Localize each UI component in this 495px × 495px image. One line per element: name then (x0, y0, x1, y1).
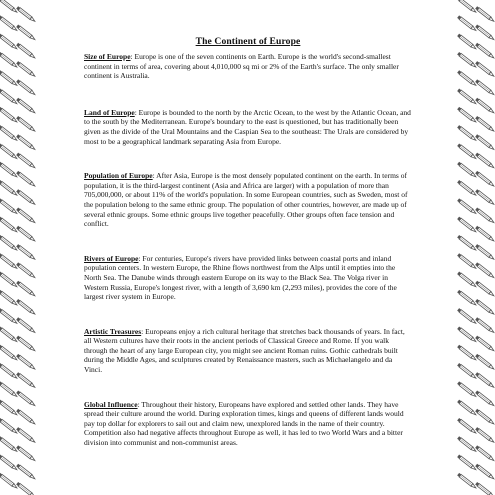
pencil-icon (16, 390, 36, 406)
pencil-icon (16, 43, 36, 59)
pencil-icon (0, 235, 18, 251)
pencil-icon (0, 217, 18, 233)
pencil-icon (0, 70, 18, 86)
pencil-icon (457, 381, 477, 397)
pencil-icon (0, 15, 18, 31)
pencil-icon (475, 299, 495, 315)
pencil-icon (457, 235, 477, 251)
pencil-icon (457, 363, 477, 379)
pencil-icon (457, 0, 477, 13)
pencil-icon (16, 464, 36, 480)
pencil-icon (16, 226, 36, 242)
pencil-icon (0, 363, 18, 379)
section-text: : Europe is bounded to the north by the Arctic Ocean, to the west by the Atlantic Ocean, and to the south by the Mediterranean. Europe's boundary to the east is questioned, but has traditionally been given as the divide of the Ural Mountains and the Caspian Sea to the southeast: The Urals are considered by most to be a geographical landmark separating Asia from Europe. (84, 107, 411, 146)
pencil-icon (475, 171, 495, 187)
pencil-icon (475, 427, 495, 443)
pencil-icon (457, 180, 477, 196)
pencil-icon (475, 354, 495, 370)
pencil-icon (475, 445, 495, 461)
section-text: : For centuries, Europe's rivers have provided links between coastal ports and inland population centers. In western Europe, the Rhine flows northwest from the Alps until it empties into the North Sea. The Danube winds through eastern Europe on its way to the Black Sea. The Volga river in Western Russia, Europe's longest river, with a length of 3,690 km (2,293 miles), provides the core of the largest river system in Europe. (84, 253, 397, 302)
pencil-icon (475, 390, 495, 406)
section-artistic-treasures (84, 327, 412, 375)
pencil-icon (16, 427, 36, 443)
pencil-icon (457, 326, 477, 342)
section-global-influence (84, 400, 412, 448)
pencil-icon (0, 436, 18, 452)
pencil-icon (16, 299, 36, 315)
section-heading: Land of Europe (84, 107, 135, 117)
pencil-icon (457, 143, 477, 159)
pencil-icon (475, 226, 495, 242)
pencil-icon (475, 207, 495, 223)
pencil-icon (16, 79, 36, 95)
pencil-icon (16, 61, 36, 77)
section-text: : Europe is one of the seven continents on Earth. Europe is the world's second-smallest continent in terms of area, covering about 4,010,000 sq mi or 2% of the Earth's surface. The only smaller continent is Australia. (84, 52, 399, 81)
pencil-icon (475, 244, 495, 260)
section-text: : Throughout their history, Europeans have explored and settled other lands. They have spread their culture around the world. During exploration times, kings and queens of different lands would pay top dollar for explorers to sail out and claim new, unexplored lands in the name of their country. Competition also had negative affects throughout Europe as well, it has led to two World Wars and a bitter division into communist and non-communist areas. (84, 399, 404, 448)
pencil-icon (457, 418, 477, 434)
pencil-icon (475, 281, 495, 297)
pencil-icon (16, 153, 36, 169)
pencil-icon (16, 207, 36, 223)
section-text: : Europeans enjoy a rich cultural heritage that stretches back thousands of years. In fact, all Western cultures have their roots in the ancient periods of Classical Greece and Rome. If you walk through the heart of any large European city, you might see ancient Roman ruins. Gothic cathedrals built during the Middle Ages, and sculptures created by Renaissance masters, such as Michaelangelo and da Vinci. (84, 326, 405, 375)
pencil-icon (457, 198, 477, 214)
pencil-icon (475, 262, 495, 278)
pencil-icon (0, 418, 18, 434)
pencil-icon (16, 98, 36, 114)
pencil-icon (0, 180, 18, 196)
section-rivers-of-europe (84, 254, 412, 302)
pencil-icon (475, 336, 495, 352)
pencil-border-left (0, 0, 38, 495)
pencil-icon (475, 6, 495, 22)
pencil-icon (457, 89, 477, 105)
pencil-icon (457, 272, 477, 288)
pencil-icon (16, 281, 36, 297)
pencil-icon (0, 107, 18, 123)
document-body (84, 36, 412, 448)
pencil-icon (457, 455, 477, 471)
pencil-icon (475, 43, 495, 59)
pencil-icon (475, 116, 495, 132)
pencil-icon (457, 70, 477, 86)
pencil-icon (457, 52, 477, 68)
pencil-icon (16, 171, 36, 187)
section-land-of-europe (84, 108, 412, 146)
pencil-icon (16, 134, 36, 150)
pencil-icon (16, 409, 36, 425)
document-title: The Continent of Europe (195, 36, 301, 47)
pencil-icon (457, 34, 477, 50)
pencil-icon (16, 336, 36, 352)
pencil-icon (16, 372, 36, 388)
pencil-border-right-graphic (457, 0, 495, 495)
pencil-icon (16, 317, 36, 333)
pencil-icon (16, 445, 36, 461)
pencil-icon (475, 189, 495, 205)
pencil-border-left-graphic (0, 0, 38, 495)
pencil-icon (0, 0, 18, 13)
section-population-of-europe (84, 171, 412, 229)
pencil-icon (0, 400, 18, 416)
pencil-icon (457, 290, 477, 306)
pencil-icon (0, 326, 18, 342)
pencil-border-right (457, 0, 495, 495)
pencil-icon (457, 107, 477, 123)
pencil-icon (475, 317, 495, 333)
pencil-icon (457, 162, 477, 178)
pencil-icon (475, 372, 495, 388)
section-heading: Size of Europe (84, 52, 131, 61)
pencil-icon (475, 409, 495, 425)
pencil-icon (457, 15, 477, 31)
pencil-icon (16, 262, 36, 278)
pencil-icon (475, 98, 495, 114)
pencil-icon (457, 308, 477, 324)
pencil-icon (475, 482, 495, 495)
pencil-icon (457, 436, 477, 452)
pencil-icon (0, 272, 18, 288)
pencil-icon (16, 24, 36, 40)
pencil-icon (457, 125, 477, 141)
pencil-icon (0, 162, 18, 178)
pencil-icon (0, 89, 18, 105)
pencil-icon (457, 473, 477, 489)
pencil-icon (0, 52, 18, 68)
section-heading: Rivers of Europe (84, 253, 139, 263)
pencil-icon (475, 79, 495, 95)
pencil-icon (0, 308, 18, 324)
pencil-icon (0, 143, 18, 159)
pencil-icon (457, 253, 477, 269)
pencil-icon (0, 290, 18, 306)
pencil-icon (16, 6, 36, 22)
pencil-icon (0, 34, 18, 50)
pencil-icon (0, 381, 18, 397)
section-heading: Global Influence (84, 399, 138, 409)
pencil-icon (457, 217, 477, 233)
pencil-icon (457, 345, 477, 361)
pencil-icon (16, 189, 36, 205)
pencil-icon (457, 400, 477, 416)
pencil-icon (16, 482, 36, 495)
pencil-icon (0, 125, 18, 141)
pencil-icon (475, 61, 495, 77)
pencil-icon (475, 24, 495, 40)
section-size-of-europe (84, 52, 412, 81)
pencil-icon (475, 153, 495, 169)
pencil-icon (0, 198, 18, 214)
section-heading: Artistic Treasures (84, 326, 142, 336)
section-text: : After Asia, Europe is the most densely populated continent on the earth. In terms of population, it is the third-largest continent (Asia and Africa are larger) with a population of more than 705,000,000, or about 11% of the world's population. In some European countries, such as Sweden, most of the population belong to the same ethnic group. The population of other countries, however, are made up of several ethnic groups. Some ethnic groups live together peacefully. Other groups often face tension and conflict. (84, 171, 408, 229)
pencil-icon (0, 253, 18, 269)
pencil-icon (16, 354, 36, 370)
pencil-icon (0, 455, 18, 471)
pencil-icon (475, 464, 495, 480)
pencil-icon (475, 134, 495, 150)
section-heading: Population of Europe (84, 171, 153, 181)
pencil-icon (16, 244, 36, 260)
pencil-icon (16, 116, 36, 132)
pencil-icon (0, 473, 18, 489)
pencil-icon (0, 345, 18, 361)
